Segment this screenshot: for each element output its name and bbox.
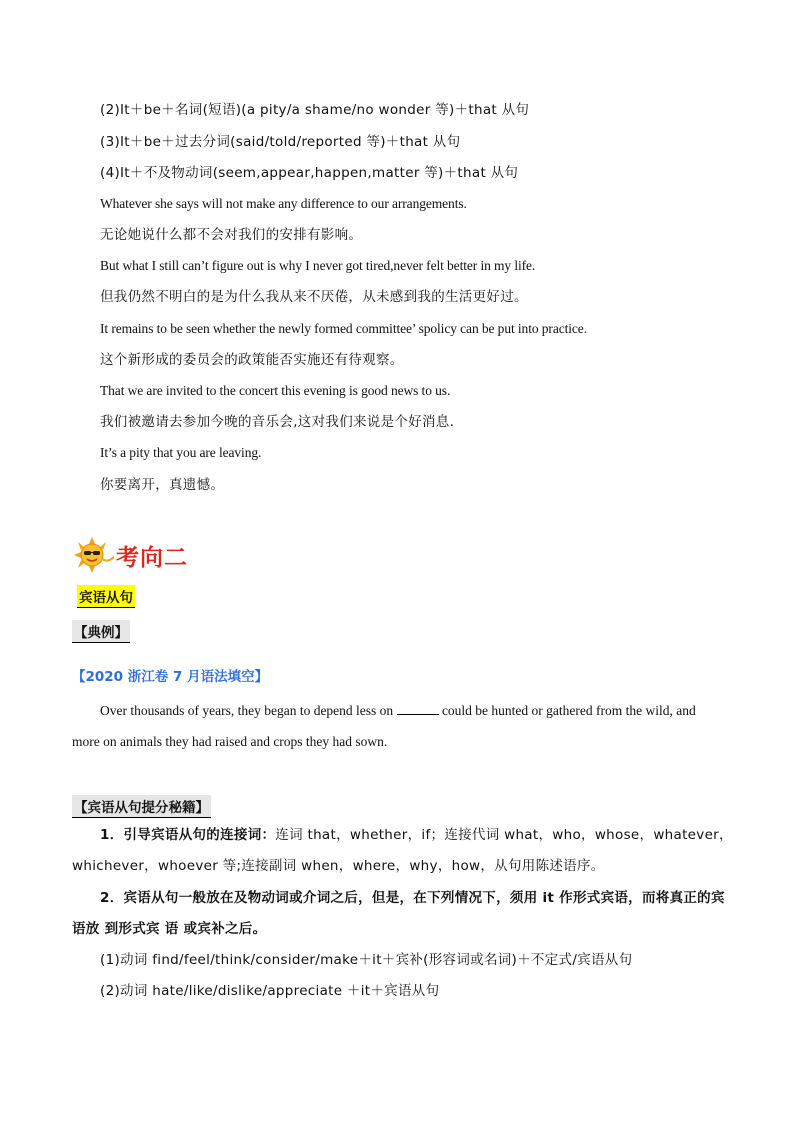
- example-en-2: But what I still can’t figure out is why I never got tired,never felt better in my life.: [100, 258, 536, 273]
- tip-2-line-1: 2．宾语从句一般放在及物动词或介词之后，但是，在下列情况下，须用 it 作形式宾语，而将真正的宾: [100, 890, 725, 906]
- example-cn-5: 你要离开，真遗憾。: [100, 477, 225, 493]
- section-title: 考向二: [116, 545, 188, 571]
- example-cn-4: 我们被邀请去参加今晚的音乐会,这对我们来说是个好消息.: [100, 414, 455, 430]
- tip-1-line-2: whichever，whoever 等;连接副词 when，where，why，how，从句用陈述语序。: [72, 858, 605, 874]
- rule-line-3: (3)It＋be＋过去分词(said/told/reported 等)＋that 从句: [100, 134, 461, 150]
- tip-1-line-1: [100, 826, 733, 844]
- example-tag: 【典例】: [72, 620, 130, 643]
- example-en-3: It remains to be seen whether the newly formed committee’ spolicy can be put into practice.: [100, 321, 587, 336]
- question-line-1: [100, 702, 696, 720]
- tip-2-sub-1: (1)动词 find/feel/think/consider/make＋it＋宾补(形容词或名词)＋不定式/宾语从句: [100, 952, 633, 968]
- sun-icon: [72, 537, 114, 573]
- example-cn-3: 这个新形成的委员会的政策能否实施还有待观察。: [100, 352, 404, 368]
- answer-blank[interactable]: [397, 702, 439, 715]
- question-source: 【2020 浙江卷 7 月语法填空】: [72, 669, 269, 685]
- question-part-1: Over thousands of years, they began to depend less on: [100, 703, 394, 718]
- example-en-1: Whatever she says will not make any difference to our arrangements.: [100, 196, 467, 211]
- example-cn-1: 无论她说什么都不会对我们的安排有影响。: [100, 227, 363, 243]
- tip-2-sub-2: (2)动词 hate/like/dislike/appreciate ＋it＋宾语从句: [100, 983, 440, 999]
- question-line-2: more on animals they had raised and crops they had sown.: [72, 734, 388, 749]
- tips-tag: 【宾语从句提分秘籍】: [72, 795, 211, 818]
- tip-1-rest: 连词 that，whether，if；连接代词 what，who，whose，whatever，: [275, 827, 733, 843]
- example-en-5: It’s a pity that you are leaving.: [100, 445, 262, 460]
- rule-line-4: (4)It＋不及物动词(seem,appear,happen,matter 等)＋that 从句: [100, 165, 519, 181]
- section-heading: [70, 535, 230, 575]
- tip-2-line-2: 语放 到形式宾 语 或宾补之后。: [72, 921, 267, 937]
- rule-line-2: (2)It＋be＋名词(短语)(a pity/a shame/no wonder 等)＋that 从句: [100, 102, 530, 118]
- example-cn-2: 但我仍然不明白的是为什么我从来不厌倦，从未感到我的生活更好过。: [100, 289, 528, 305]
- tip-1-label: 1．引导宾语从句的连接词：: [100, 827, 276, 843]
- example-en-4: That we are invited to the concert this evening is good news to us.: [100, 383, 451, 398]
- question-part-2: could be hunted or gathered from the wild, and: [441, 703, 696, 718]
- topic-label: 宾语从句: [77, 585, 135, 608]
